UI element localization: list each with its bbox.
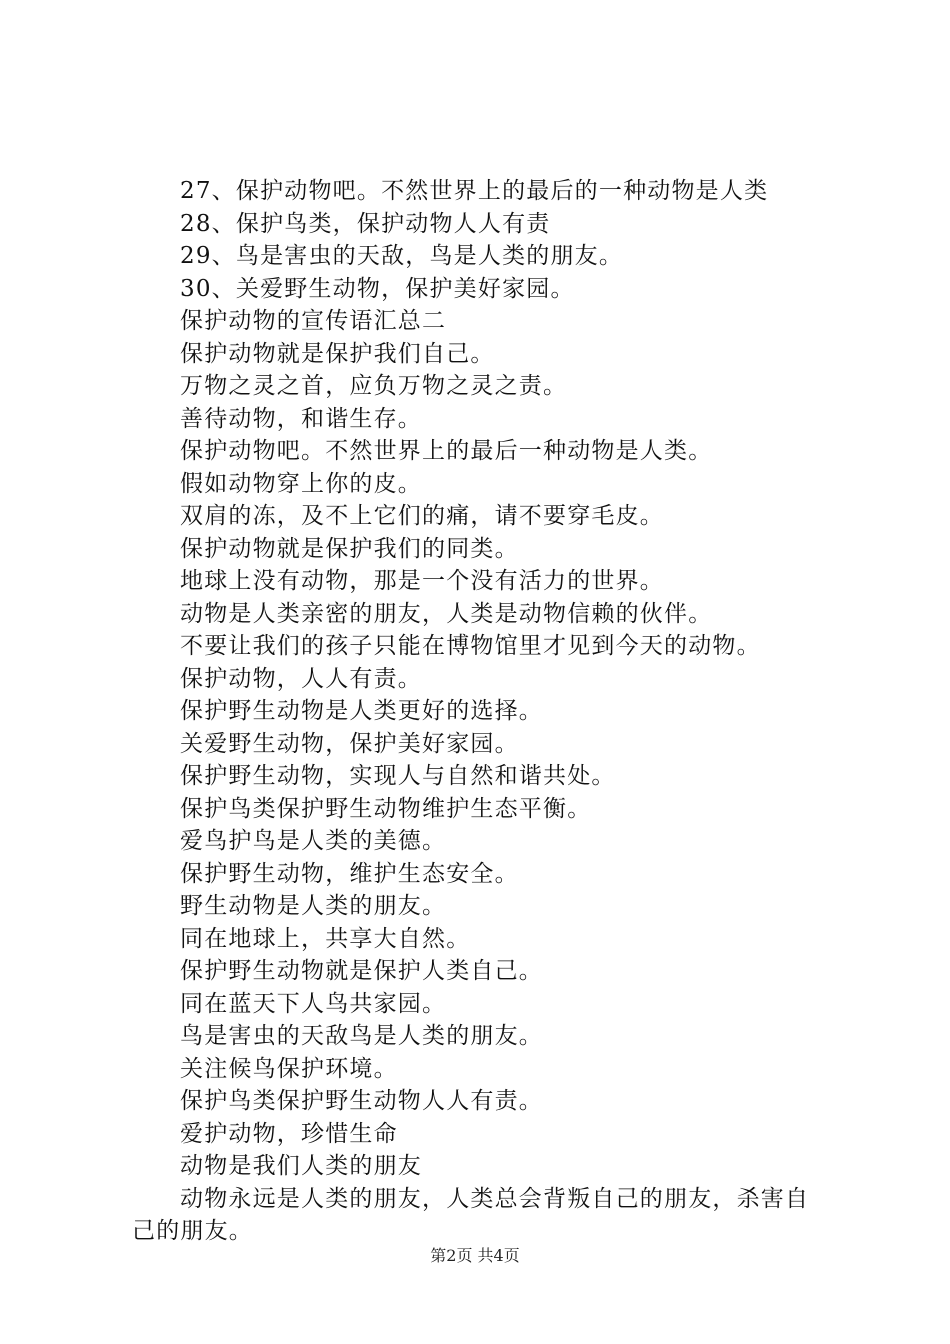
text-line: 鸟是害虫的天敌鸟是人类的朋友。 (180, 1023, 543, 1049)
text-line: 29、鸟是害虫的天敌，鸟是人类的朋友。 (180, 243, 624, 269)
text-line: 双肩的冻，及不上它们的痛，请不要穿毛皮。 (180, 503, 664, 529)
text-line: 动物是人类亲密的朋友，人类是动物信赖的伙伴。 (180, 600, 713, 627)
text-line: 保护动物就是保护我们自己。 (180, 340, 495, 367)
text-line: 27、保护动物吧。不然世界上的最后的一种动物是人类 (180, 178, 769, 204)
text-line: 保护野生动物，实现人与自然和谐共处。 (180, 763, 616, 789)
text-line: 动物是我们人类的朋友 (180, 1153, 422, 1179)
text-line: 假如动物穿上你的皮。 (180, 470, 422, 497)
text-line: 保护鸟类保护野生动物人人有责。 (180, 1088, 543, 1114)
text-line: 保护动物就是保护我们的同类。 (180, 535, 519, 562)
text-line: 爱护动物，珍惜生命 (180, 1120, 398, 1147)
text-line: 万物之灵之首，应负万物之灵之责。 (180, 373, 568, 399)
text-line: 保护野生动物，维护生态安全。 (180, 860, 519, 887)
closing-paragraph: 动物永远是人类的朋友，人类总会背叛自己的朋友，杀害自己的朋友。 (132, 1185, 810, 1244)
text-line: 保护动物吧。不然世界上的最后一种动物是人类。 (180, 438, 713, 464)
page-number-footer: 第2页 共4页 (430, 1246, 520, 1265)
text-line: 关注候鸟保护环境。 (180, 1055, 398, 1082)
text-line: 保护鸟类保护野生动物维护生态平衡。 (180, 795, 592, 822)
text-line: 保护野生动物是人类更好的选择。 (180, 698, 543, 724)
document-body (132, 175, 832, 1248)
text-line: 同在地球上，共享大自然。 (180, 925, 471, 952)
text-line: 不要让我们的孩子只能在博物馆里才见到今天的动物。 (180, 633, 761, 659)
text-line: 地球上没有动物，那是一个没有活力的世界。 (180, 568, 664, 594)
text-line: 野生动物是人类的朋友。 (180, 893, 447, 919)
text-line: 关爱野生动物，保护美好家园。 (180, 730, 519, 757)
text-line: 28、保护鸟类，保护动物人人有责 (180, 210, 551, 237)
text-line: 爱鸟护鸟是人类的美德。 (180, 828, 447, 854)
text-line: 30、关爱野生动物，保护美好家园。 (180, 275, 575, 302)
text-line: 保护动物，人人有责。 (180, 665, 422, 692)
text-line: 善待动物，和谐生存。 (180, 405, 422, 432)
text-line: 同在蓝天下人鸟共家园。 (180, 990, 447, 1017)
section-heading: 保护动物的宣传语汇总二 (180, 308, 447, 334)
text-line: 保护野生动物就是保护人类自己。 (180, 958, 543, 984)
